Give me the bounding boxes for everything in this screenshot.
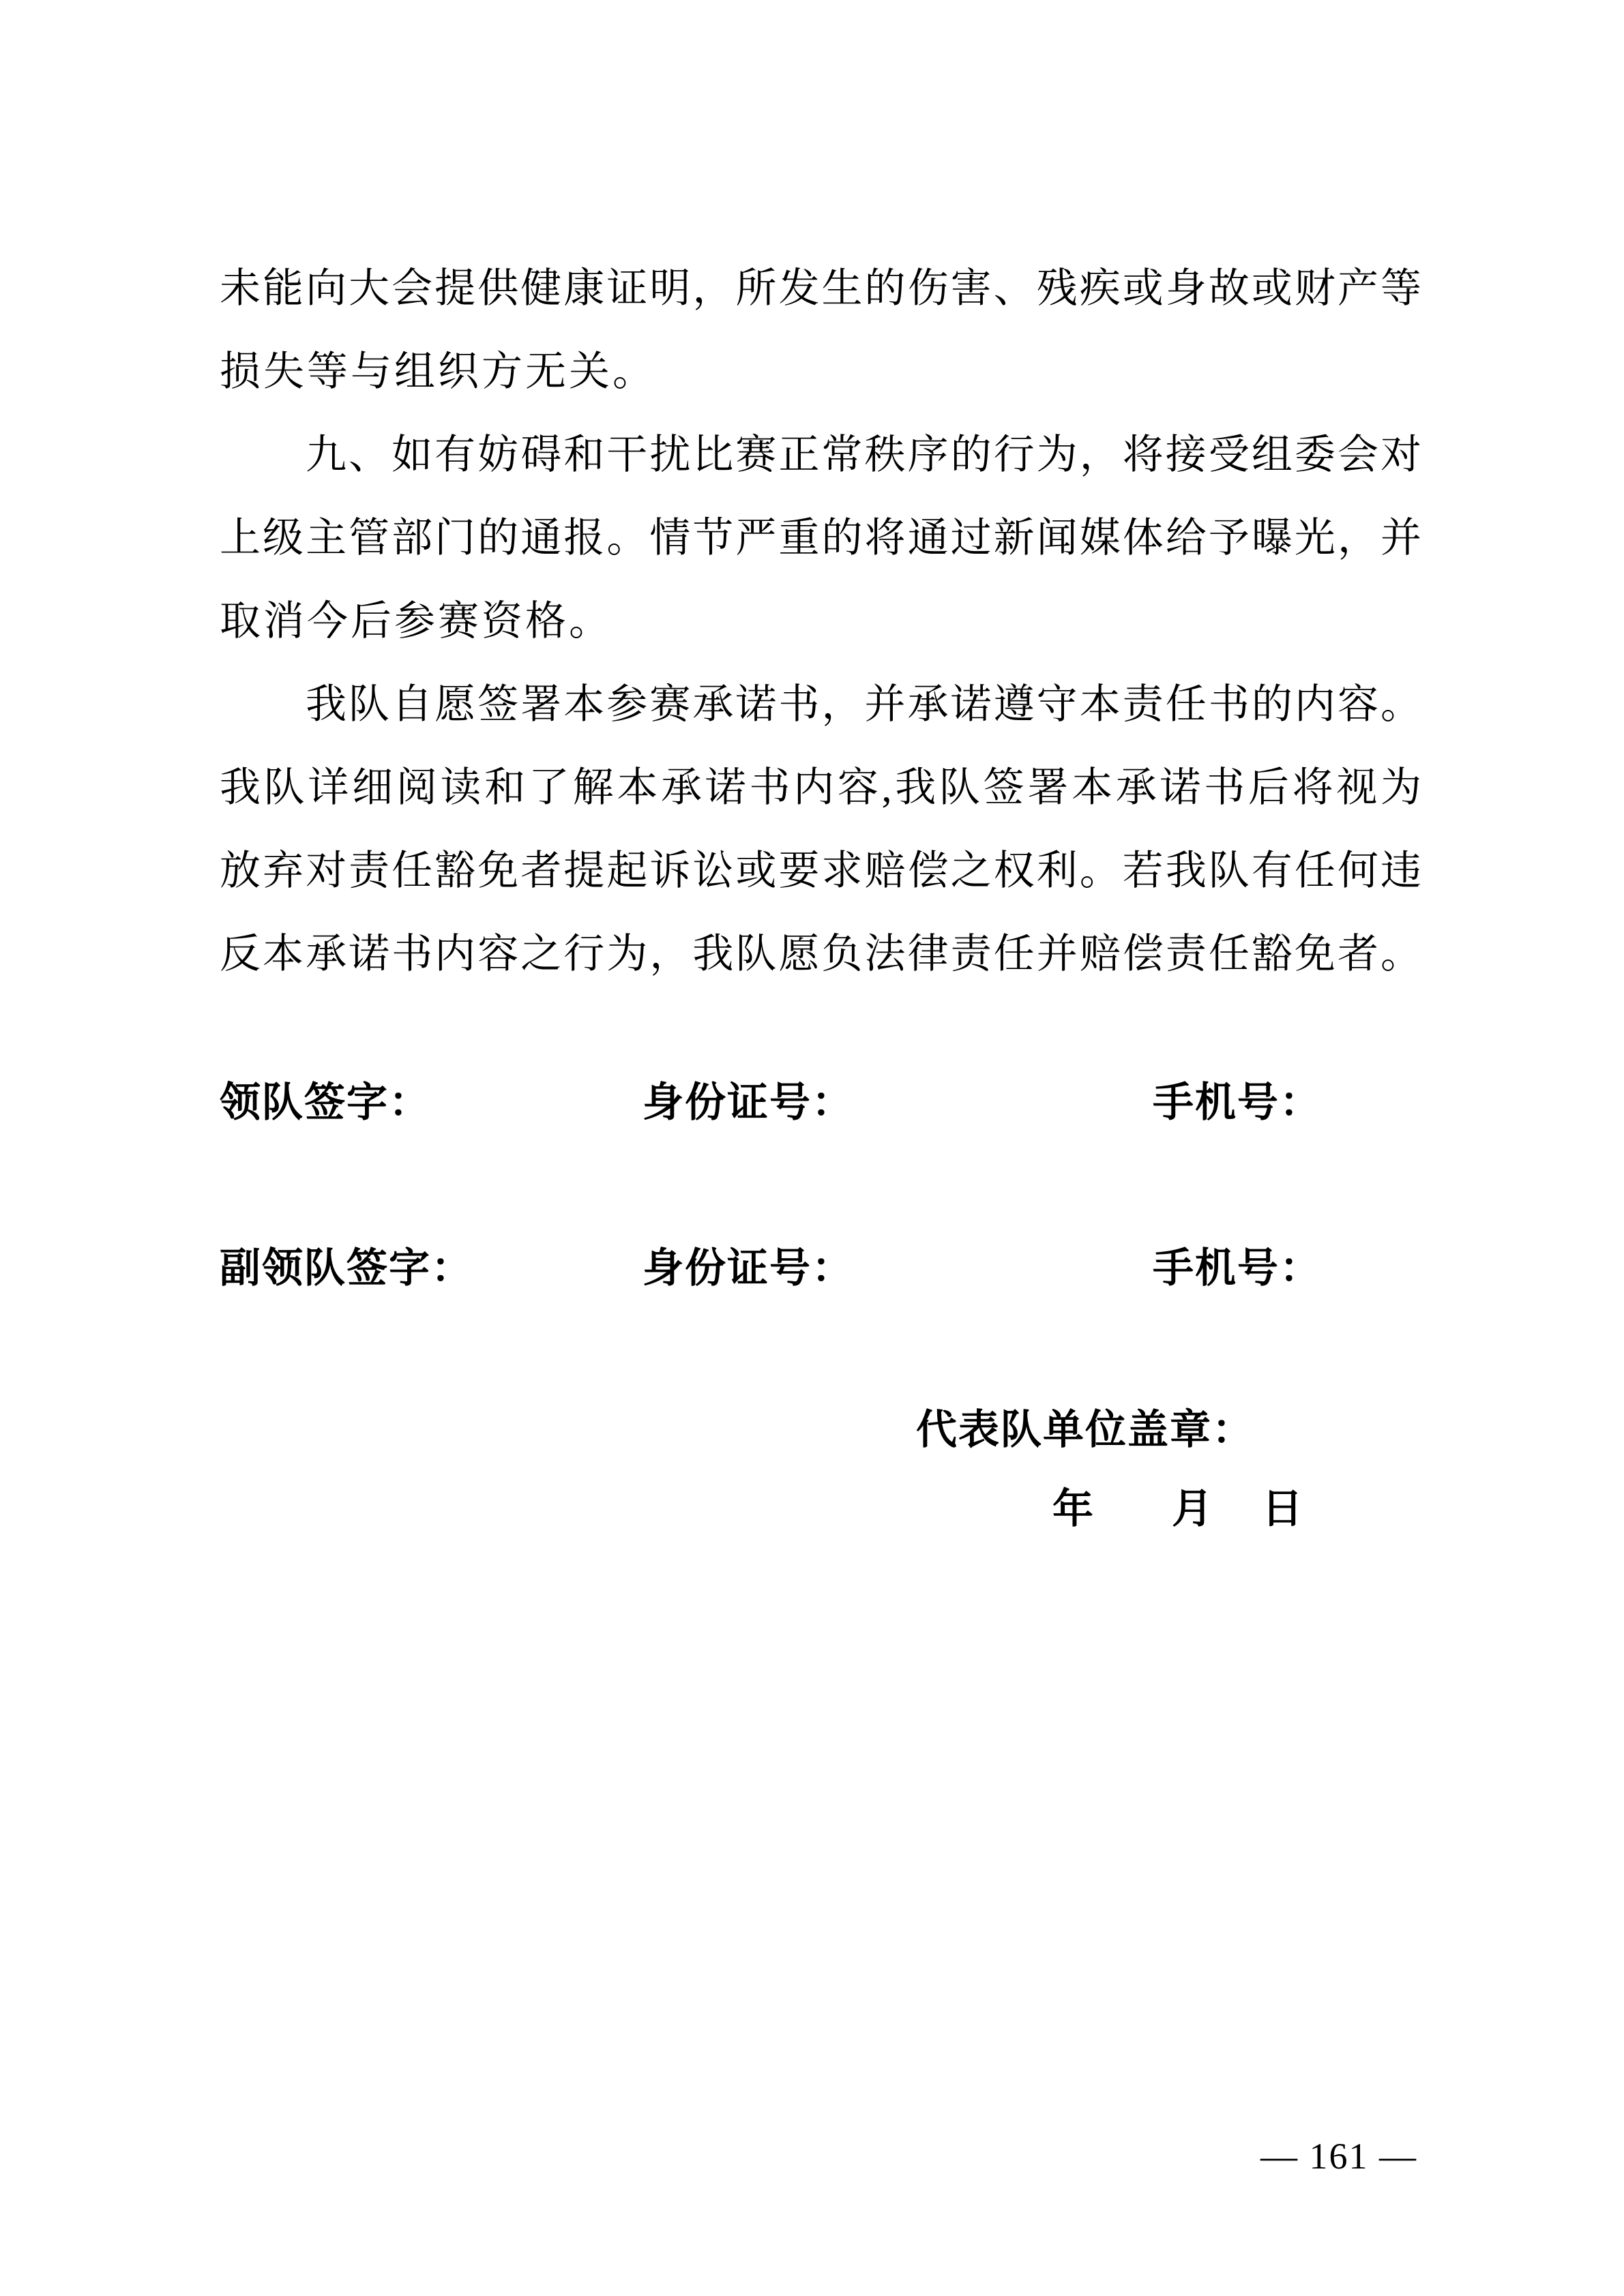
paragraph-line: 放弃对责任豁免者提起诉讼或要求赔偿之权利。若我队有任何违 [220,848,1423,893]
deputy-leader-signature-label: 副领队签字： [220,1246,473,1291]
paragraph-line: 上级主管部门的通报。情节严重的将通过新闻媒体给予曝光，并 [220,516,1423,561]
date-line [0,1482,1624,1536]
leader-phone-label: 手机号： [1153,1080,1322,1125]
leader-id-number-label: 身份证号： [643,1080,854,1125]
paragraph-line: 取消今后参赛资格。 [220,599,612,644]
paragraph-line: 我队详细阅读和了解本承诺书内容,我队签署本承诺书后将视为 [220,765,1423,810]
deputy-leader-phone-label: 手机号： [1153,1246,1322,1291]
page-number: — 161 — [1260,2136,1417,2177]
paragraph-line: 反本承诺书内容之行为，我队愿负法律责任并赔偿责任豁免者。 [220,931,1423,976]
leader-signature-row [220,1075,1423,1130]
body-text-block [220,247,1423,996]
month-label: 月 [1172,1487,1213,1532]
day-label: 日 [1262,1487,1303,1532]
leader-signature-label: 领队签字： [220,1080,431,1125]
deputy-leader-signature-row [220,1241,1423,1296]
deputy-leader-id-number-label: 身份证号： [643,1246,854,1291]
paragraph-line: 未能向大会提供健康证明，所发生的伤害、残疾或身故或财产等 [220,266,1423,311]
paragraph-line: 我队自愿签署本参赛承诺书，并承诺遵守本责任书的内容。 [306,682,1423,727]
unit-stamp-label: 代表队单位盖章： [916,1407,1254,1452]
paragraph-line: 九、如有妨碍和干扰比赛正常秩序的行为，将接受组委会对 [306,432,1423,477]
year-label: 年 [1052,1487,1093,1532]
paragraph-line: 损失等与组织方无关。 [220,349,656,394]
